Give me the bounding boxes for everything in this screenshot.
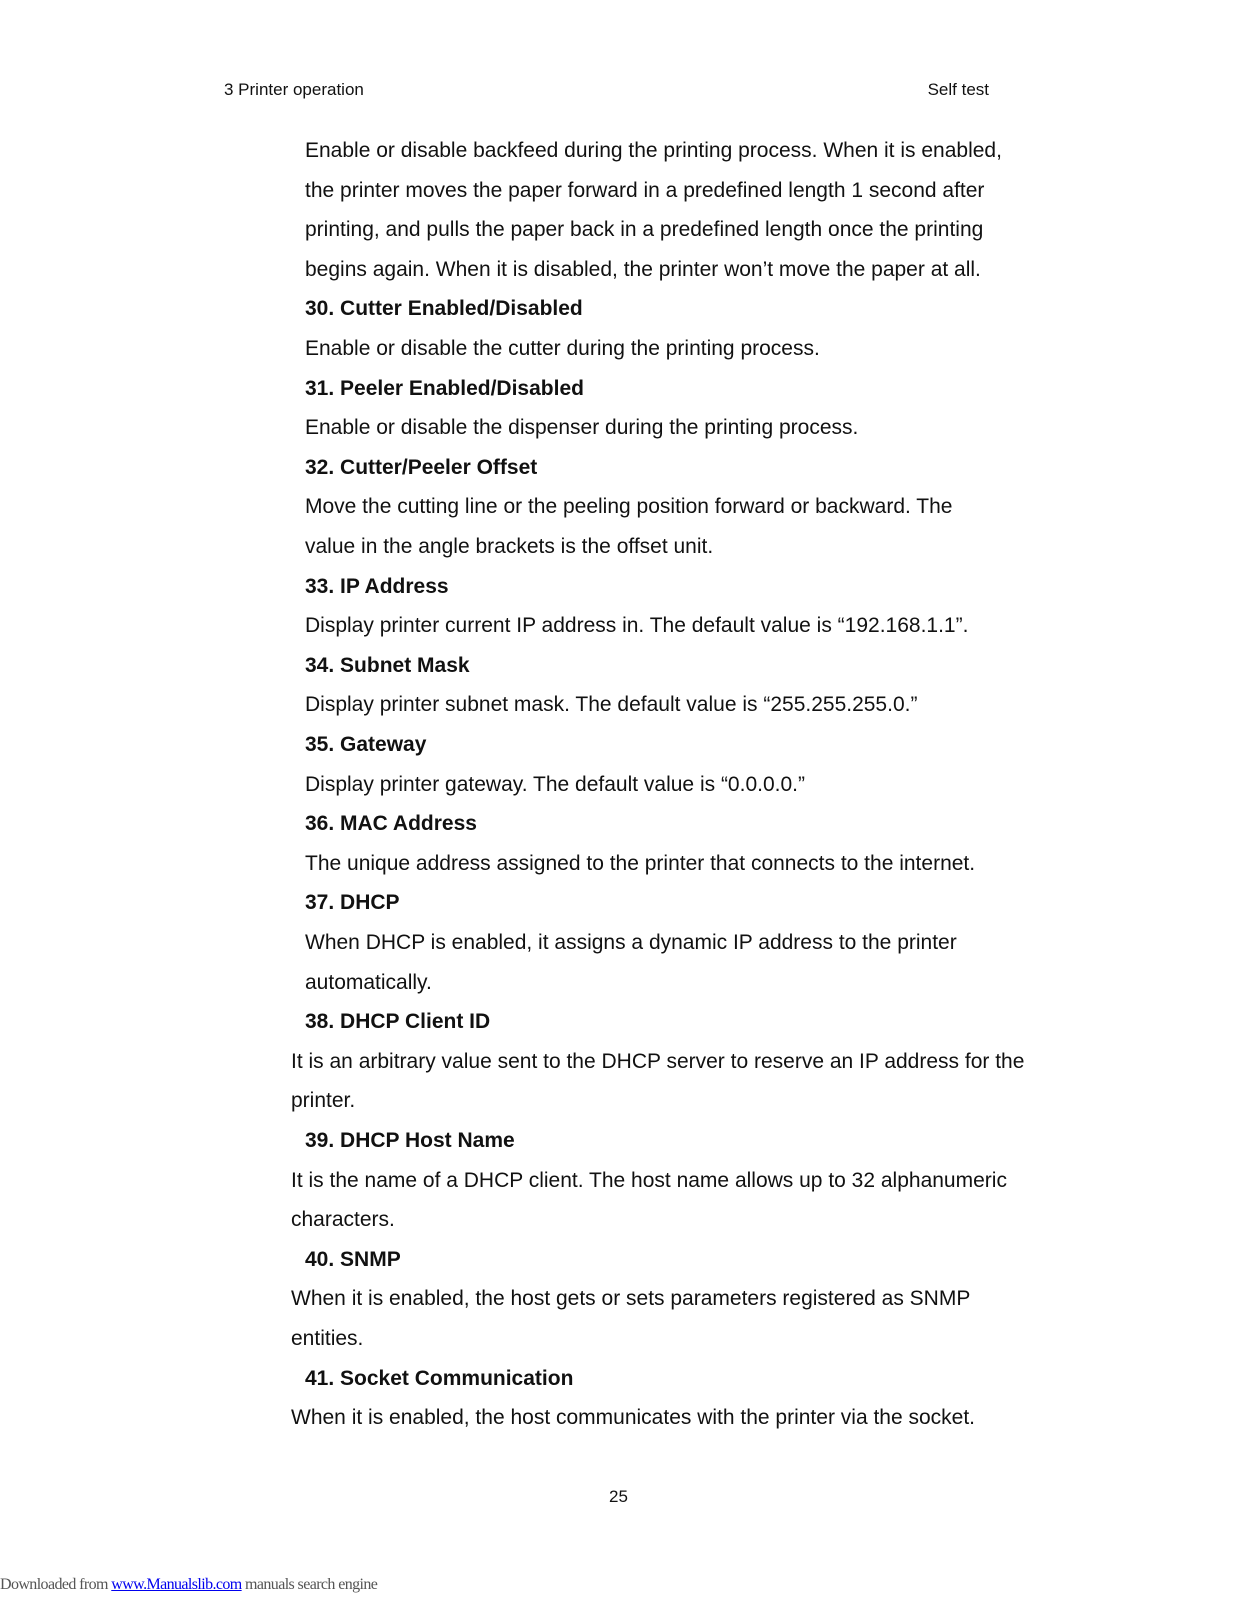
section-heading: 40. SNMP	[305, 1247, 401, 1271]
download-footer	[0, 1576, 377, 1594]
body-text-line: When it is enabled, the host gets or sets parameters registered as SNMP	[291, 1287, 971, 1311]
body-text-line: Enable or disable backfeed during the printing process. When it is enabled,	[305, 139, 1002, 162]
body-text-line: printer.	[291, 1089, 356, 1113]
body-text-line: Display printer current IP address in. The default value is “192.168.1.1”.	[305, 614, 969, 638]
body-text-line: The unique address assigned to the printer that connects to the internet.	[305, 851, 976, 875]
body-text-line: the printer moves the paper forward in a predefined length 1 second after	[305, 178, 985, 202]
section-heading: 32. Cutter/Peeler Offset	[305, 455, 538, 479]
section-heading: 39. DHCP Host Name	[305, 1129, 515, 1152]
body-text-line: It is an arbitrary value sent to the DHCP server to reserve an IP address for the	[291, 1049, 1025, 1073]
section-heading: 33. IP Address	[305, 574, 449, 598]
body-text-line: Enable or disable the cutter during the printing process.	[305, 337, 820, 360]
body-text-line: Display printer gateway. The default value is “0.0.0.0.”	[305, 772, 805, 796]
body-text-line: characters.	[291, 1208, 395, 1232]
body-text-line: value in the angle brackets is the offset unit.	[305, 535, 714, 558]
body-text-line: It is the name of a DHCP client. The host name allows up to 32 alphanumeric	[291, 1168, 1007, 1192]
body-text-line: When DHCP is enabled, it assigns a dynamic IP address to the printer	[305, 931, 957, 954]
section-heading: 31. Peeler Enabled/Disabled	[305, 376, 584, 400]
section-heading: 36. MAC Address	[305, 812, 477, 836]
footer-suffix: manuals search engine	[241, 1576, 378, 1593]
section-heading: 30. Cutter Enabled/Disabled	[305, 297, 583, 321]
body-text-line: Enable or disable the dispenser during the printing process.	[305, 416, 859, 440]
section-heading: 35. Gateway	[305, 733, 427, 756]
body-text-line: begins again. When it is disabled, the printer won’t move the paper at all.	[305, 257, 981, 281]
body-text-line: When it is enabled, the host communicates with the printer via the socket.	[291, 1406, 976, 1430]
body-text-line: Display printer subnet mask. The default value is “255.255.255.0.”	[305, 693, 918, 717]
section-heading: 38. DHCP Client ID	[305, 1010, 491, 1034]
body-text-line: printing, and pulls the paper back in a predefined length once the printing	[305, 218, 984, 242]
manualslib-link[interactable]: www.Manualslib.com	[111, 1576, 242, 1593]
section-heading: 34. Subnet Mask	[305, 653, 470, 677]
footer-prefix: Downloaded from	[0, 1576, 112, 1593]
page-number: 25	[609, 1487, 628, 1506]
running-header-chapter: 3 Printer operation	[224, 80, 364, 99]
body-text-line: entities.	[291, 1327, 364, 1350]
body-text-line: automatically.	[305, 970, 432, 994]
section-heading: 37. DHCP	[305, 891, 400, 915]
section-heading: 41. Socket Communication	[305, 1366, 574, 1390]
body-text-line: Move the cutting line or the peeling position forward or backward. The	[305, 495, 953, 519]
running-header-section: Self test	[927, 80, 989, 99]
